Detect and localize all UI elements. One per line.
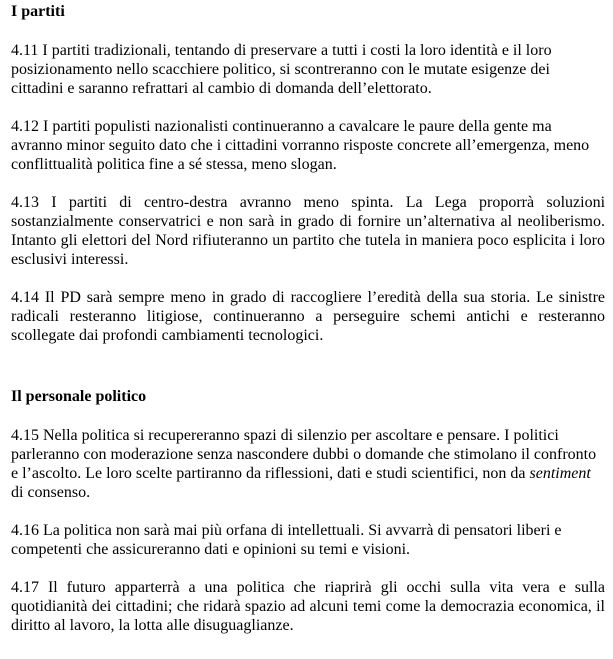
paragraph-4-16: [11, 521, 605, 559]
paragraph-text: I partiti tradizionali, tentando di preservare a tutti i costi la loro identità e il loro posizionamento nello scacchiere politico, si scontreranno con le mutate esigenze dei cittadini e saranno refrattari al cambio di domanda dell’elettorato.: [11, 42, 552, 97]
section-heading-partiti: I partiti: [11, 3, 65, 20]
paragraph-number: 4.11: [11, 42, 39, 59]
paragraph-number: 4.15: [11, 427, 39, 444]
paragraph-text: I partiti populisti nazionalisti continueranno a cavalcare le paure della gente ma avranno minor seguito dato che i cittadini vorranno risposte concrete all’emergenza, meno conflittualità politica fine a sé stessa, meno slogan.: [11, 118, 590, 173]
paragraph-text: Il futuro apparterrà a una politica che riaprirà gli occhi sulla vita vera e sulla quotidianità dei cittadini; che ridarà spazio ad alcuni temi come la democrazia economica, il diritto al lavoro, la lotta alle disuguaglianze.: [11, 579, 606, 634]
paragraph-text: Il PD sarà sempre meno in grado di raccogliere l’eredità della sua storia. Le sinistre radicali resteranno litigiose, continueranno a perseguire schemi antichi e resteranno scollegate dai profondi cambiamenti tecnologici.: [11, 289, 606, 344]
paragraph-number: 4.14: [11, 289, 39, 306]
paragraph-4-17: [11, 578, 605, 635]
paragraph-text: La politica non sarà mai più orfana di intellettuali. Si avvarrà di pensatori liberi e competenti che assicureranno dati e opinioni su temi e visioni.: [11, 522, 562, 558]
paragraph-number: 4.16: [11, 522, 39, 539]
paragraph-4-12: [11, 117, 605, 174]
section-heading-personale-politico: Il personale politico: [11, 388, 147, 405]
paragraph-text: Nella politica si recupereranno spazi di silenzio per ascoltare e pensare. I politici parleranno con moderazione senza nascondere dubbi o domande che stimolano il confronto e l’ascolto. Le loro scelte partiranno da riflessioni, dati e studi scientifici, non da: [11, 427, 597, 482]
paragraph-number: 4.12: [11, 118, 39, 135]
paragraph-4-15: [11, 426, 605, 502]
paragraph-4-14: [11, 288, 605, 345]
paragraph-text-end: di consenso.: [11, 484, 91, 501]
paragraph-number: 4.17: [11, 579, 39, 596]
paragraph-text-italic: sentiment: [529, 465, 591, 482]
paragraph-4-13: [11, 193, 605, 269]
paragraph-text: I partiti di centro-destra avranno meno spinta. La Lega proporrà soluzioni sostanzialmente conservatrici e non sarà in grado di fornire un’alternativa al neoliberismo. Intanto gli elettori del Nord rifiuteranno un partito che tutela in maniera poco esplicita i loro esclusivi interessi.: [11, 194, 606, 268]
paragraph-number: 4.13: [11, 194, 39, 211]
paragraph-4-11: [11, 41, 605, 98]
